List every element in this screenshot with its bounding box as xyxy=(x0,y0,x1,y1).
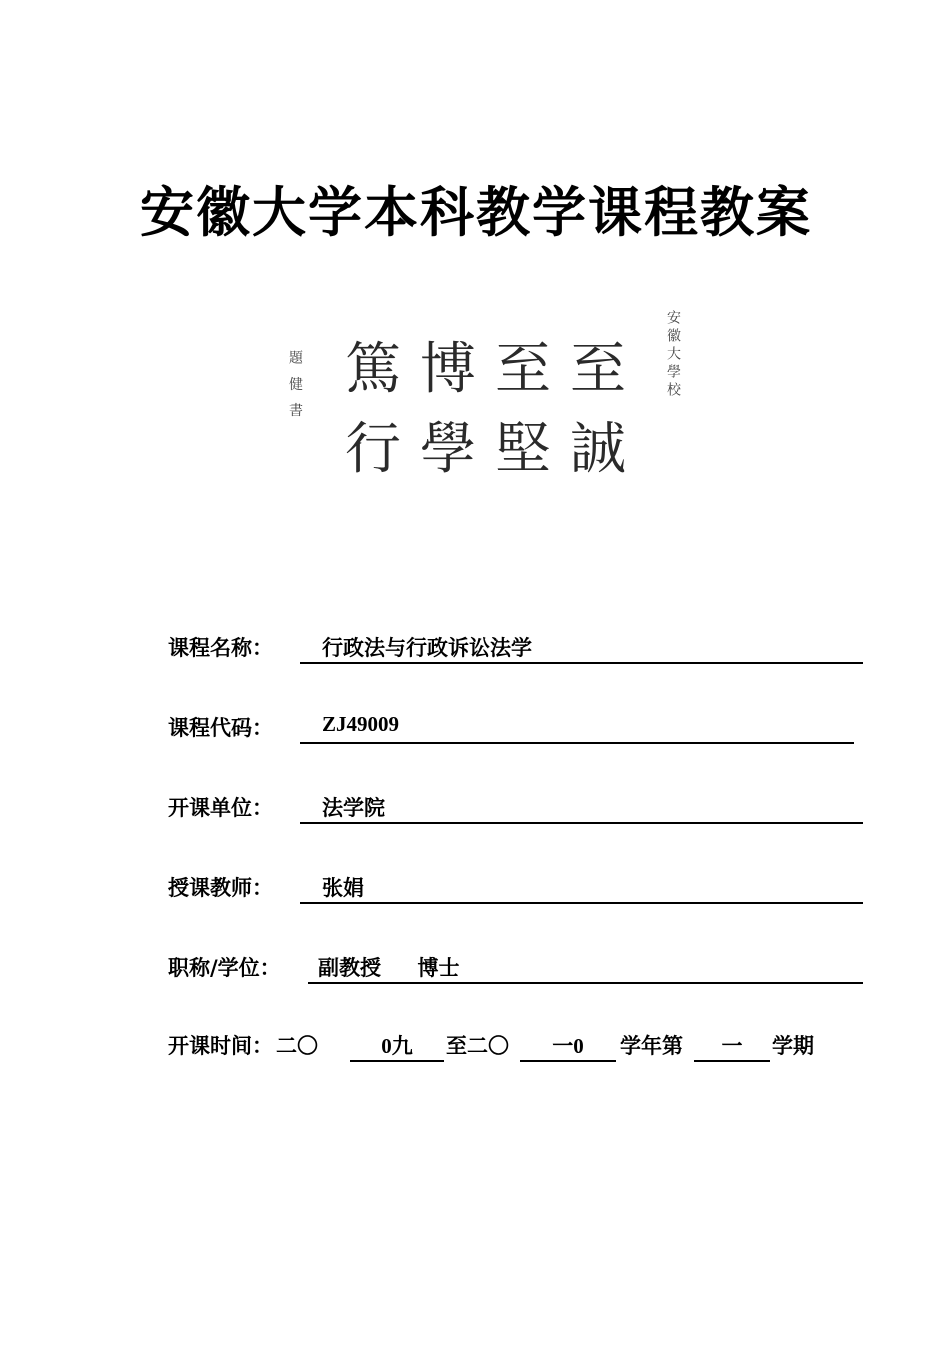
course-name-label: 课程名称： xyxy=(168,636,273,660)
course-name-value: 行政法与行政诉讼法学 xyxy=(322,636,532,660)
motto-char: 行 xyxy=(345,417,401,482)
motto-char: 博 xyxy=(420,337,476,402)
semester-prefix1: 二〇 xyxy=(276,1034,318,1058)
motto-char: 篤 xyxy=(345,337,401,402)
title-degree-row xyxy=(168,952,868,986)
department-underline xyxy=(300,792,863,824)
semester-year1: 0九 xyxy=(350,1030,444,1062)
department-value: 法学院 xyxy=(322,796,385,820)
motto-char: 學 xyxy=(420,417,476,482)
teacher-label: 授课教师： xyxy=(168,876,273,900)
course-name-underline xyxy=(300,632,863,664)
course-name-row xyxy=(168,632,868,666)
motto-char: 堅 xyxy=(495,417,551,482)
title-degree-value: 副教授 博士 xyxy=(318,956,460,980)
teacher-underline xyxy=(300,872,863,904)
teacher-value: 张娟 xyxy=(322,876,364,900)
semester-term: 一 xyxy=(694,1030,770,1062)
semester-label: 开课时间： xyxy=(168,1034,273,1058)
semester-suffix: 学期 xyxy=(772,1034,814,1058)
course-code-value: ZJ49009 xyxy=(322,712,400,736)
calligraphy-motto xyxy=(285,305,680,480)
semester-mid: 至二〇 xyxy=(446,1034,509,1058)
motto-left-inscription: 題 健 書 xyxy=(287,350,303,421)
document-title: 安徽大学本科教学课程教案 xyxy=(140,181,812,244)
course-code-row xyxy=(168,712,868,746)
motto-char: 誠 xyxy=(570,417,626,482)
motto-char: 至 xyxy=(570,337,626,402)
teacher-row xyxy=(168,872,868,906)
motto-right-inscription: 安徽大學校 xyxy=(665,310,681,400)
motto-char: 至 xyxy=(495,337,551,402)
title-degree-label: 职称/学位： xyxy=(168,956,281,980)
department-row xyxy=(168,792,868,826)
semester-year2: 一0 xyxy=(520,1030,616,1062)
semester-mid2: 学年第 xyxy=(620,1034,683,1058)
department-label: 开课单位： xyxy=(168,796,273,820)
title-degree-underline xyxy=(308,952,863,984)
course-code-label: 课程代码： xyxy=(168,716,273,740)
course-code-underline xyxy=(300,712,854,744)
